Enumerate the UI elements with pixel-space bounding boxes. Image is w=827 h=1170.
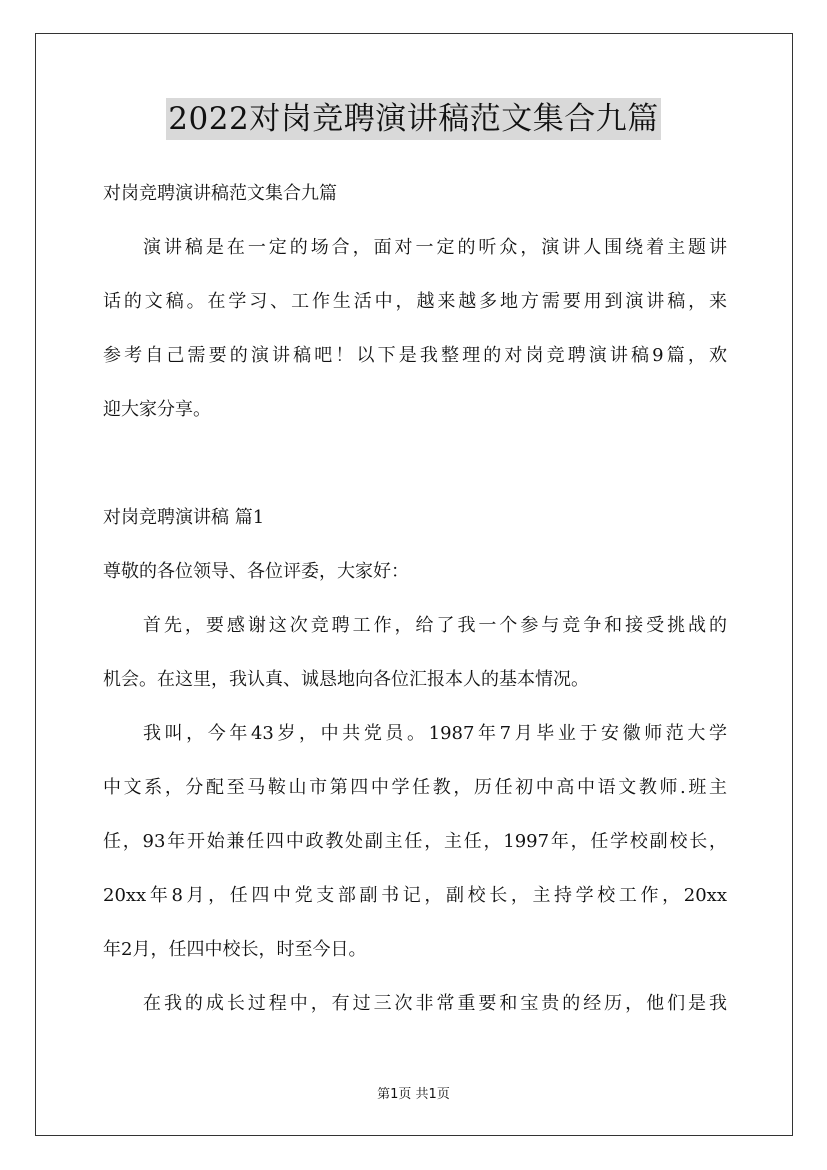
paragraph-line: 任，93年开始兼任四中政教处副主任，主任，1997年，任学校副校长， xyxy=(103,831,727,852)
page-footer: 第1页 共1页 xyxy=(377,1087,450,1102)
section-spacer xyxy=(103,442,727,496)
paragraph-line: 迎大家分享。 xyxy=(103,399,211,420)
paragraph-line: 话的文稿。在学习、工作生活中，越来越多地方需要用到演讲稿，来 xyxy=(103,291,727,312)
section-heading: 对岗竞聘演讲稿 篇1 xyxy=(103,507,265,528)
title-container xyxy=(0,98,827,140)
document-body xyxy=(103,172,727,1036)
document-title: 2022对岗竞聘演讲稿范文集合九篇 xyxy=(166,98,660,140)
salutation-line: 尊敬的各位领导、各位评委，大家好： xyxy=(103,561,409,582)
paragraph-line: 在我的成长过程中，有过三次非常重要和宝贵的经历，他们是我 xyxy=(143,993,727,1014)
paragraph-line: 演讲稿是在一定的场合，面对一定的听众，演讲人围绕着主题讲 xyxy=(143,237,727,258)
paragraph-line: 20xx年8月，任四中党支部副书记，副校长，主持学校工作，20xx xyxy=(103,885,727,906)
paragraph-line: 中文系，分配至马鞍山市第四中学任教，历任初中高中语文教师.班主 xyxy=(103,777,727,798)
paragraph-line: 机会。在这里，我认真、诚恳地向各位汇报本人的基本情况。 xyxy=(103,669,589,690)
paragraph-line: 首先，要感谢这次竞聘工作，给了我一个参与竞争和接受挑战的 xyxy=(143,615,727,636)
paragraph-line: 我叫，今年43岁，中共党员。1987年7月毕业于安徽师范大学 xyxy=(143,723,727,744)
subtitle-line: 对岗竞聘演讲稿范文集合九篇 xyxy=(103,183,337,204)
paragraph-line: 年2月，任四中校长，时至今日。 xyxy=(103,939,367,960)
paragraph-line: 参考自己需要的演讲稿吧！以下是我整理的对岗竞聘演讲稿9篇，欢 xyxy=(103,345,727,366)
